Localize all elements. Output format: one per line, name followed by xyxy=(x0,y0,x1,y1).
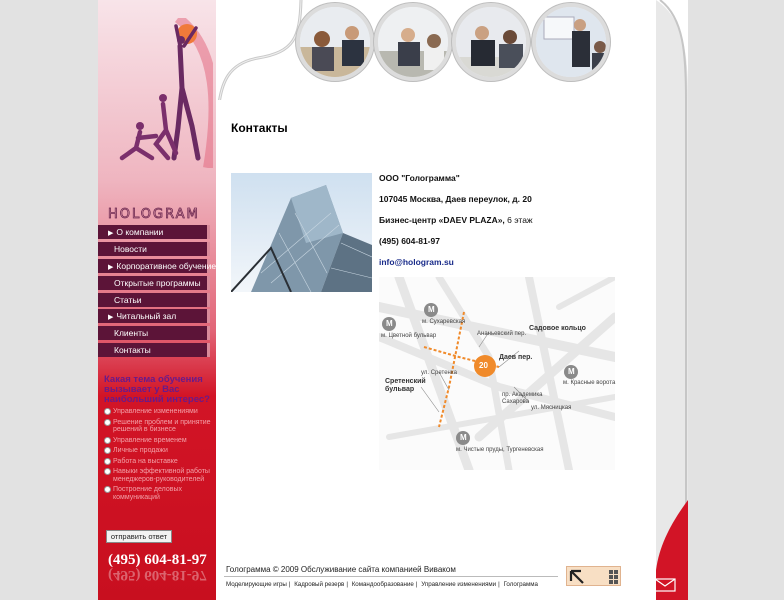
scroll-top-button[interactable] xyxy=(566,566,621,586)
mail-icon[interactable] xyxy=(654,578,676,592)
menu-item-contacts[interactable]: Контакты xyxy=(98,343,210,357)
arrow-up-left-icon xyxy=(567,567,622,587)
triangle-right-icon: ▶ xyxy=(108,314,114,322)
footer-link-hologram[interactable]: Голограмма xyxy=(503,581,538,588)
radio-button[interactable] xyxy=(104,468,111,475)
poll-option[interactable]: Личные продажи xyxy=(104,447,212,455)
sidebar-phone-reflection: (495) 604-81-97 xyxy=(108,567,207,583)
footer-separator: | xyxy=(288,581,291,588)
metro-symbol: M xyxy=(386,319,393,328)
header-photo-office xyxy=(374,3,452,81)
poll xyxy=(104,375,212,501)
company-name: ООО "Голограмма" xyxy=(379,173,460,183)
radio-button[interactable] xyxy=(104,458,111,465)
footer-link-change-management[interactable]: Управление изменениями xyxy=(421,581,497,588)
company-phone: (495) 604-81-97 xyxy=(379,236,440,246)
map-label: м. Чистые пруды, Тургеневская xyxy=(456,447,544,453)
logo-figures-icon xyxy=(108,18,213,168)
poll-option[interactable]: Управление изменениями xyxy=(104,408,212,416)
poll-submit-button[interactable]: отправить ответ xyxy=(106,530,172,543)
map-label: ул. Мясницкая xyxy=(531,405,572,411)
location-map[interactable] xyxy=(379,277,615,470)
main-menu xyxy=(98,225,217,360)
map-label: Даев пер. xyxy=(499,354,533,361)
radio-button[interactable] xyxy=(104,419,111,426)
map-label: ул. Сретенка xyxy=(421,370,457,376)
metro-symbol: M xyxy=(460,433,467,442)
menu-item-about[interactable]: ▶ О компании xyxy=(98,225,210,239)
map-label: Ананьевский пер. xyxy=(477,331,527,337)
triangle-right-icon: ▶ xyxy=(108,230,114,237)
metro-symbol: M xyxy=(568,367,575,376)
poll-option[interactable]: Управление временем xyxy=(104,437,212,445)
logo-text: HOLOGRAM xyxy=(108,207,200,222)
footer-link-games[interactable]: Моделирующие игры xyxy=(226,581,287,588)
poll-title: Какая тема обучения вызывает у Вас наибольший интерес? xyxy=(104,374,210,405)
right-edge-decoration xyxy=(656,0,688,600)
metro-symbol: M xyxy=(428,305,435,314)
map-label: Садовое кольцо xyxy=(529,325,586,332)
map-label: пр. Академика Сахарова xyxy=(502,392,543,405)
radio-button[interactable] xyxy=(104,447,111,454)
menu-item-clients[interactable]: Клиенты xyxy=(98,326,210,340)
header-photo-team xyxy=(452,3,530,81)
poll-option[interactable]: Решение проблем и принятие решений в бизнесе xyxy=(104,419,212,434)
map-label: м. Цветной бульвар xyxy=(381,333,437,339)
footer-separator: | xyxy=(346,581,348,588)
building-photo xyxy=(231,173,372,292)
menu-item-articles[interactable]: Статьи xyxy=(98,293,210,307)
footer-link-reserve[interactable]: Кадровый резерв xyxy=(294,581,345,588)
email-link[interactable]: info@hologram.su xyxy=(379,257,454,267)
map-label: м. Красные ворота xyxy=(563,380,616,386)
footer-links xyxy=(226,581,538,588)
footer-separator: | xyxy=(498,581,500,588)
poll-option[interactable]: Работа на выставке xyxy=(104,458,212,466)
radio-button[interactable] xyxy=(104,437,111,444)
header-photo-presentation xyxy=(532,3,610,81)
page xyxy=(98,0,688,600)
poll-option[interactable]: Построение деловых коммуникаций xyxy=(104,486,212,501)
company-address: 107045 Москва, Даев переулок, д. 20 xyxy=(379,194,532,204)
footer-separator: | xyxy=(415,581,418,588)
page-title: Контакты xyxy=(231,121,288,135)
menu-item-open-programs[interactable]: Открытые программы xyxy=(98,276,210,290)
business-center: Бизнес-центр «DAEV PLAZA», 6 этаж xyxy=(379,215,533,225)
footer-link-teambuilding[interactable]: Командообразование xyxy=(351,581,414,588)
footer-copyright: Голограмма © 2009 Обслуживание сайта компанией Виваком xyxy=(226,565,456,574)
sidebar xyxy=(98,0,216,600)
footer-divider xyxy=(224,576,558,577)
sidebar-phone: (495) 604-81-97 xyxy=(108,552,207,568)
header-photo-meeting xyxy=(296,3,374,81)
map-roads xyxy=(379,277,615,470)
map-label: Сретенский бульвар xyxy=(385,378,426,393)
triangle-right-icon: ▶ xyxy=(108,263,114,271)
menu-item-news[interactable]: Новости xyxy=(98,242,210,256)
menu-item-reading-room[interactable]: ▶ Читальный зал xyxy=(98,309,210,323)
office-building-number: 20 xyxy=(479,361,488,370)
poll-option[interactable]: Навыки эффективной работы менеджеров-руководителей xyxy=(104,468,212,483)
menu-item-corporate-training[interactable]: ▶ Корпоративное обучение xyxy=(98,259,210,273)
radio-button[interactable] xyxy=(104,486,111,493)
radio-button[interactable] xyxy=(104,408,111,415)
map-label: м. Сухаревская xyxy=(422,319,466,325)
